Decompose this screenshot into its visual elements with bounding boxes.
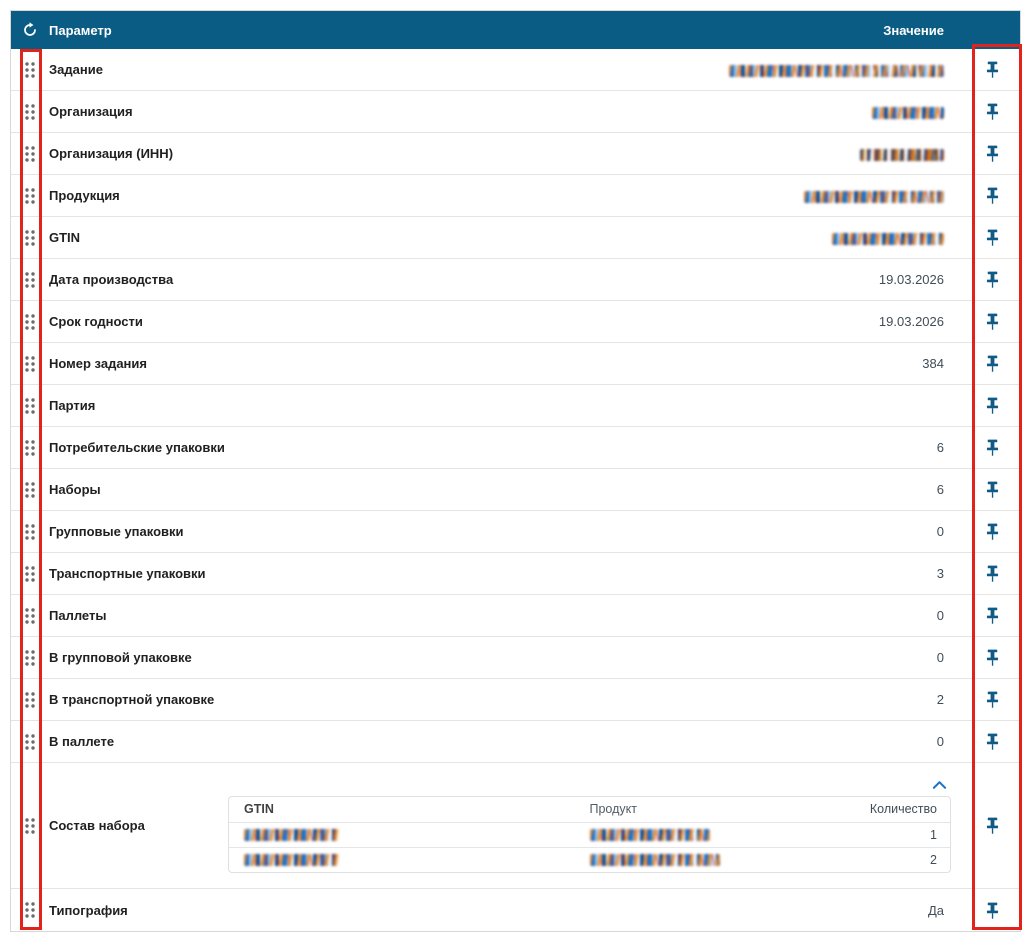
pushpin-icon xyxy=(983,353,1002,374)
drag-handle-icon xyxy=(24,61,36,79)
pushpin-icon xyxy=(983,269,1002,290)
pushpin-icon xyxy=(983,185,1002,206)
table-row xyxy=(11,721,1020,763)
table-row xyxy=(11,469,1020,511)
pin-button[interactable] xyxy=(983,521,1002,542)
pin-button[interactable] xyxy=(983,731,1002,752)
redacted-value xyxy=(244,854,339,866)
pin-cell xyxy=(965,311,1020,332)
param-value: 19.03.2026 xyxy=(878,272,944,287)
drag-handle[interactable] xyxy=(11,523,49,541)
pin-cell xyxy=(965,395,1020,416)
param-label: Паллеты xyxy=(49,608,107,623)
redacted-value xyxy=(872,107,944,119)
param-label: Задание xyxy=(49,62,103,77)
param-label: Состав набора xyxy=(49,818,145,833)
redacted-value xyxy=(729,65,944,77)
drag-handle-icon xyxy=(24,271,36,289)
param-value: 0 xyxy=(936,608,944,623)
redacted-value xyxy=(860,149,944,161)
table-row xyxy=(11,889,1020,931)
drag-handle-icon xyxy=(24,523,36,541)
table-row xyxy=(11,637,1020,679)
redacted-value xyxy=(590,829,710,841)
refresh-button[interactable] xyxy=(11,22,49,38)
drag-handle[interactable] xyxy=(11,103,49,121)
pushpin-icon xyxy=(983,647,1002,668)
drag-handle[interactable] xyxy=(11,313,49,331)
drag-handle[interactable] xyxy=(11,901,49,919)
pushpin-icon xyxy=(983,900,1002,921)
param-label: Срок годности xyxy=(49,314,143,329)
drag-handle-icon xyxy=(24,187,36,205)
table-row xyxy=(11,175,1020,217)
pin-button[interactable] xyxy=(983,227,1002,248)
param-value: Да xyxy=(927,902,944,918)
drag-handle[interactable] xyxy=(11,565,49,583)
kit-gtin-value[interactable] xyxy=(229,828,590,842)
drag-handle-icon xyxy=(24,607,36,625)
param-label: Наборы xyxy=(49,482,101,497)
drag-handle[interactable] xyxy=(11,187,49,205)
param-value: 384 xyxy=(922,356,944,371)
pushpin-icon xyxy=(983,479,1002,500)
drag-handle-icon xyxy=(24,439,36,457)
param-value: 6 xyxy=(936,440,944,455)
kit-contents-table xyxy=(228,796,951,873)
pin-cell xyxy=(965,185,1020,206)
pushpin-icon xyxy=(983,731,1002,752)
pin-button[interactable] xyxy=(983,185,1002,206)
table-row xyxy=(11,217,1020,259)
pin-button[interactable] xyxy=(983,900,1002,921)
pin-button[interactable] xyxy=(983,395,1002,416)
kit-col-gtin: GTIN xyxy=(244,802,274,816)
pin-button[interactable] xyxy=(983,59,1002,80)
table-row xyxy=(11,259,1020,301)
drag-handle-icon xyxy=(24,733,36,751)
table-row xyxy=(11,679,1020,721)
param-label: Партия xyxy=(49,398,96,413)
pushpin-icon xyxy=(983,311,1002,332)
param-label: GTIN xyxy=(49,230,81,245)
drag-handle[interactable] xyxy=(11,397,49,415)
drag-handle[interactable] xyxy=(11,229,49,247)
param-label: Групповые упаковки xyxy=(49,524,184,539)
drag-handle[interactable] xyxy=(11,607,49,625)
param-label: Дата производства xyxy=(49,272,174,287)
param-value xyxy=(173,146,965,161)
drag-handle[interactable] xyxy=(11,61,49,79)
kit-table-row xyxy=(229,847,950,872)
drag-handle[interactable] xyxy=(11,145,49,163)
redacted-value xyxy=(804,191,944,203)
redacted-value xyxy=(832,233,944,245)
param-value: 0 xyxy=(936,524,944,539)
pin-button[interactable] xyxy=(983,479,1002,500)
pin-cell xyxy=(965,479,1020,500)
pin-cell xyxy=(965,269,1020,290)
pin-button[interactable] xyxy=(983,815,1002,836)
drag-handle-icon xyxy=(24,481,36,499)
pushpin-icon xyxy=(983,437,1002,458)
drag-handle[interactable] xyxy=(11,271,49,289)
kit-quantity-value: 2 xyxy=(930,852,937,867)
param-value: 6 xyxy=(936,482,944,497)
kit-product-value[interactable] xyxy=(590,828,841,842)
pushpin-icon xyxy=(983,563,1002,584)
pin-cell xyxy=(965,731,1020,752)
kit-table-header xyxy=(229,797,950,822)
pin-cell xyxy=(965,563,1020,584)
param-label: В транспортной упаковке xyxy=(49,692,215,707)
pushpin-icon xyxy=(983,101,1002,122)
param-value: 3 xyxy=(936,566,944,581)
param-value xyxy=(120,188,965,203)
pin-cell xyxy=(965,101,1020,122)
table-row xyxy=(11,427,1020,469)
refresh-icon xyxy=(22,22,38,38)
pin-cell xyxy=(965,647,1020,668)
drag-handle[interactable] xyxy=(11,481,49,499)
drag-handle-icon xyxy=(24,355,36,373)
pin-button[interactable] xyxy=(983,269,1002,290)
param-value xyxy=(133,104,965,119)
drag-handle-icon xyxy=(24,817,36,835)
parameters-table xyxy=(10,10,1021,932)
pin-cell xyxy=(965,605,1020,626)
pin-button[interactable] xyxy=(983,101,1002,122)
redacted-value xyxy=(590,854,720,866)
pushpin-icon xyxy=(983,59,1002,80)
pushpin-icon xyxy=(983,227,1002,248)
pushpin-icon xyxy=(983,815,1002,836)
pin-cell xyxy=(965,437,1020,458)
param-value: 2 xyxy=(936,692,944,707)
pin-button[interactable] xyxy=(983,353,1002,374)
param-value xyxy=(103,62,965,77)
drag-handle[interactable] xyxy=(11,817,49,835)
table-row xyxy=(11,49,1020,91)
pin-button[interactable] xyxy=(983,143,1002,164)
param-label: В паллете xyxy=(49,734,115,749)
table-row-kit-contents xyxy=(11,763,1020,889)
drag-handle[interactable] xyxy=(11,355,49,373)
pin-button[interactable] xyxy=(983,311,1002,332)
kit-col-quantity: Количество xyxy=(869,802,937,816)
table-row xyxy=(11,553,1020,595)
pin-button[interactable] xyxy=(983,605,1002,626)
drag-handle[interactable] xyxy=(11,691,49,709)
pin-cell xyxy=(965,143,1020,164)
pin-cell xyxy=(965,689,1020,710)
table-row xyxy=(11,301,1020,343)
drag-handle-icon xyxy=(24,229,36,247)
param-value xyxy=(80,230,965,245)
pin-button[interactable] xyxy=(983,563,1002,584)
kit-product-value[interactable] xyxy=(590,853,841,867)
drag-handle-icon xyxy=(24,565,36,583)
pin-cell xyxy=(965,900,1020,921)
param-label: Организация xyxy=(49,104,133,119)
column-header-value: Значение xyxy=(883,22,944,38)
pin-cell xyxy=(965,815,1020,836)
table-row xyxy=(11,385,1020,427)
kit-col-product: Продукт xyxy=(589,802,637,816)
pushpin-icon xyxy=(983,143,1002,164)
pin-button[interactable] xyxy=(983,647,1002,668)
param-label: Транспортные упаковки xyxy=(49,566,206,581)
drag-handle-icon xyxy=(24,901,36,919)
kit-table-row xyxy=(229,822,950,847)
column-header-parameter: Параметр xyxy=(49,22,112,38)
param-label: Типография xyxy=(49,902,128,918)
param-label: В групповой упаковке xyxy=(49,650,192,665)
drag-handle[interactable] xyxy=(11,733,49,751)
pin-cell xyxy=(965,521,1020,542)
collapse-button[interactable] xyxy=(928,778,951,792)
param-label: Продукция xyxy=(49,188,120,203)
pin-cell xyxy=(965,59,1020,80)
drag-handle-icon xyxy=(24,691,36,709)
kit-gtin-value[interactable] xyxy=(229,853,590,867)
table-row xyxy=(11,91,1020,133)
pin-cell xyxy=(965,227,1020,248)
redacted-value xyxy=(244,829,339,841)
param-label: Номер задания xyxy=(49,356,147,371)
kit-contents-area xyxy=(228,772,965,880)
table-row xyxy=(11,133,1020,175)
pin-button[interactable] xyxy=(983,689,1002,710)
table-header xyxy=(11,11,1020,49)
drag-handle[interactable] xyxy=(11,649,49,667)
table-row xyxy=(11,343,1020,385)
kit-quantity-value: 1 xyxy=(930,827,937,842)
drag-handle-icon xyxy=(24,145,36,163)
param-value: 0 xyxy=(936,734,944,749)
drag-handle[interactable] xyxy=(11,439,49,457)
pushpin-icon xyxy=(983,395,1002,416)
pin-button[interactable] xyxy=(983,437,1002,458)
param-label: Потребительские упаковки xyxy=(49,440,225,455)
drag-handle-icon xyxy=(24,649,36,667)
pin-cell xyxy=(965,353,1020,374)
param-value: 0 xyxy=(936,650,944,665)
table-row xyxy=(11,511,1020,553)
drag-handle-icon xyxy=(24,397,36,415)
pushpin-icon xyxy=(983,521,1002,542)
table-row xyxy=(11,595,1020,637)
param-label: Организация (ИНН) xyxy=(49,146,174,161)
pushpin-icon xyxy=(983,605,1002,626)
drag-handle-icon xyxy=(24,103,36,121)
param-value: 19.03.2026 xyxy=(878,314,944,329)
chevron-up-icon xyxy=(932,780,947,790)
pushpin-icon xyxy=(983,689,1002,710)
drag-handle-icon xyxy=(24,313,36,331)
